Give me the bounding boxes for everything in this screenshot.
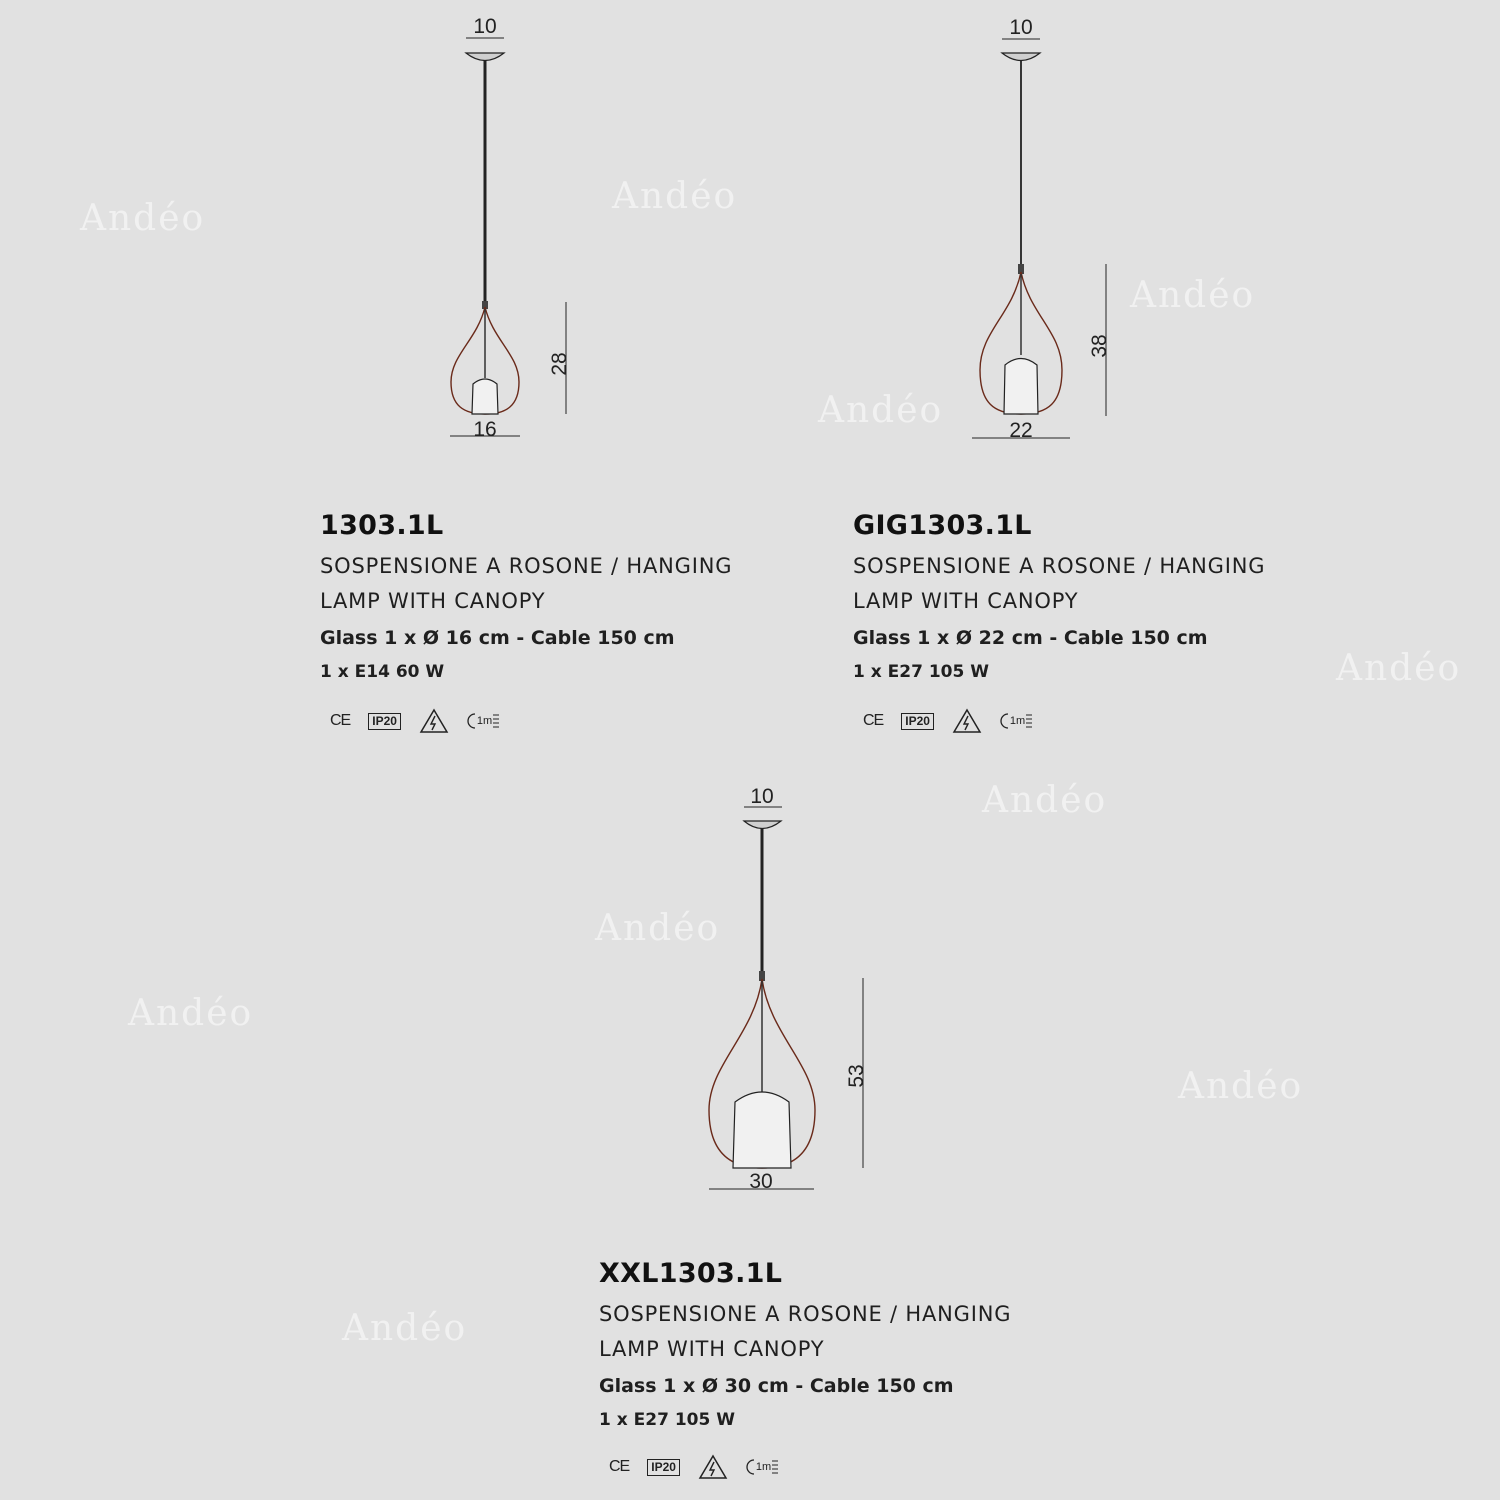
distance-label: 1m xyxy=(755,1461,772,1473)
canopy-dimension-label: 10 xyxy=(750,785,774,808)
diameter-dimension-label: 22 xyxy=(1009,419,1033,442)
product-1303-1l xyxy=(320,510,800,736)
product-code: 1303.1L xyxy=(320,510,444,541)
product-code: GIG1303.1L xyxy=(853,510,1032,541)
distance-icon xyxy=(746,1458,779,1476)
ip20-icon: IP20 xyxy=(368,713,401,730)
ce-mark-icon: CE xyxy=(863,712,884,729)
warning-triangle-icon xyxy=(952,708,982,734)
product-gig1303-1l xyxy=(853,510,1333,736)
lamp-drawing-xxl1303-1l xyxy=(690,780,890,1200)
watermark: Andéo xyxy=(612,176,738,217)
certification-icons xyxy=(599,1452,1079,1482)
product-xxl1303-1l xyxy=(599,1258,1079,1482)
watermark: Andéo xyxy=(818,390,944,431)
canopy-dimension-label: 10 xyxy=(1009,16,1033,39)
product-description-line2: LAMP WITH CANOPY xyxy=(320,589,546,613)
warning-triangle-icon xyxy=(698,1454,728,1480)
diameter-dimension-label: 30 xyxy=(749,1170,773,1193)
watermark: Andéo xyxy=(982,780,1108,821)
certification-icons xyxy=(320,706,800,736)
distance-label: 1m xyxy=(476,715,493,727)
product-spec: Glass 1 x Ø 16 cm - Cable 150 cm xyxy=(320,627,675,649)
lamp-drawing-1303-1l xyxy=(440,10,580,450)
product-description-line1: SOSPENSIONE A ROSONE / HANGING xyxy=(853,554,1266,578)
product-bulb: 1 x E27 105 W xyxy=(853,662,989,682)
height-dimension-label: 38 xyxy=(1088,334,1111,358)
distance-icon xyxy=(1000,712,1033,730)
product-description-line1: SOSPENSIONE A ROSONE / HANGING xyxy=(320,554,733,578)
ip20-icon: IP20 xyxy=(647,1459,680,1476)
certification-icons xyxy=(853,706,1333,736)
product-description-line1: SOSPENSIONE A ROSONE / HANGING xyxy=(599,1302,1012,1326)
product-spec: Glass 1 x Ø 22 cm - Cable 150 cm xyxy=(853,627,1208,649)
ce-mark-icon: CE xyxy=(609,1458,630,1475)
watermark: Andéo xyxy=(80,198,206,239)
ip20-icon: IP20 xyxy=(901,713,934,730)
lamp-drawing-gig1303-1l xyxy=(960,10,1120,450)
distance-icon xyxy=(467,712,500,730)
watermark: Andéo xyxy=(128,993,254,1034)
height-dimension-label: 28 xyxy=(548,352,571,376)
ce-mark-icon: CE xyxy=(330,712,351,729)
canopy-dimension-label: 10 xyxy=(473,15,497,38)
diameter-dimension-label: 16 xyxy=(473,418,497,441)
product-code: XXL1303.1L xyxy=(599,1258,783,1289)
height-dimension-label: 53 xyxy=(845,1064,868,1088)
product-description-line2: LAMP WITH CANOPY xyxy=(599,1337,825,1361)
product-bulb: 1 x E27 105 W xyxy=(599,1410,735,1430)
distance-label: 1m xyxy=(1009,715,1026,727)
product-bulb: 1 x E14 60 W xyxy=(320,662,445,682)
watermark: Andéo xyxy=(1130,275,1256,316)
product-description-line2: LAMP WITH CANOPY xyxy=(853,589,1079,613)
product-spec: Glass 1 x Ø 30 cm - Cable 150 cm xyxy=(599,1375,954,1397)
watermark: Andéo xyxy=(595,908,721,949)
watermark: Andéo xyxy=(1336,648,1462,689)
watermark: Andéo xyxy=(1178,1066,1304,1107)
watermark: Andéo xyxy=(342,1308,468,1349)
warning-triangle-icon xyxy=(419,708,449,734)
